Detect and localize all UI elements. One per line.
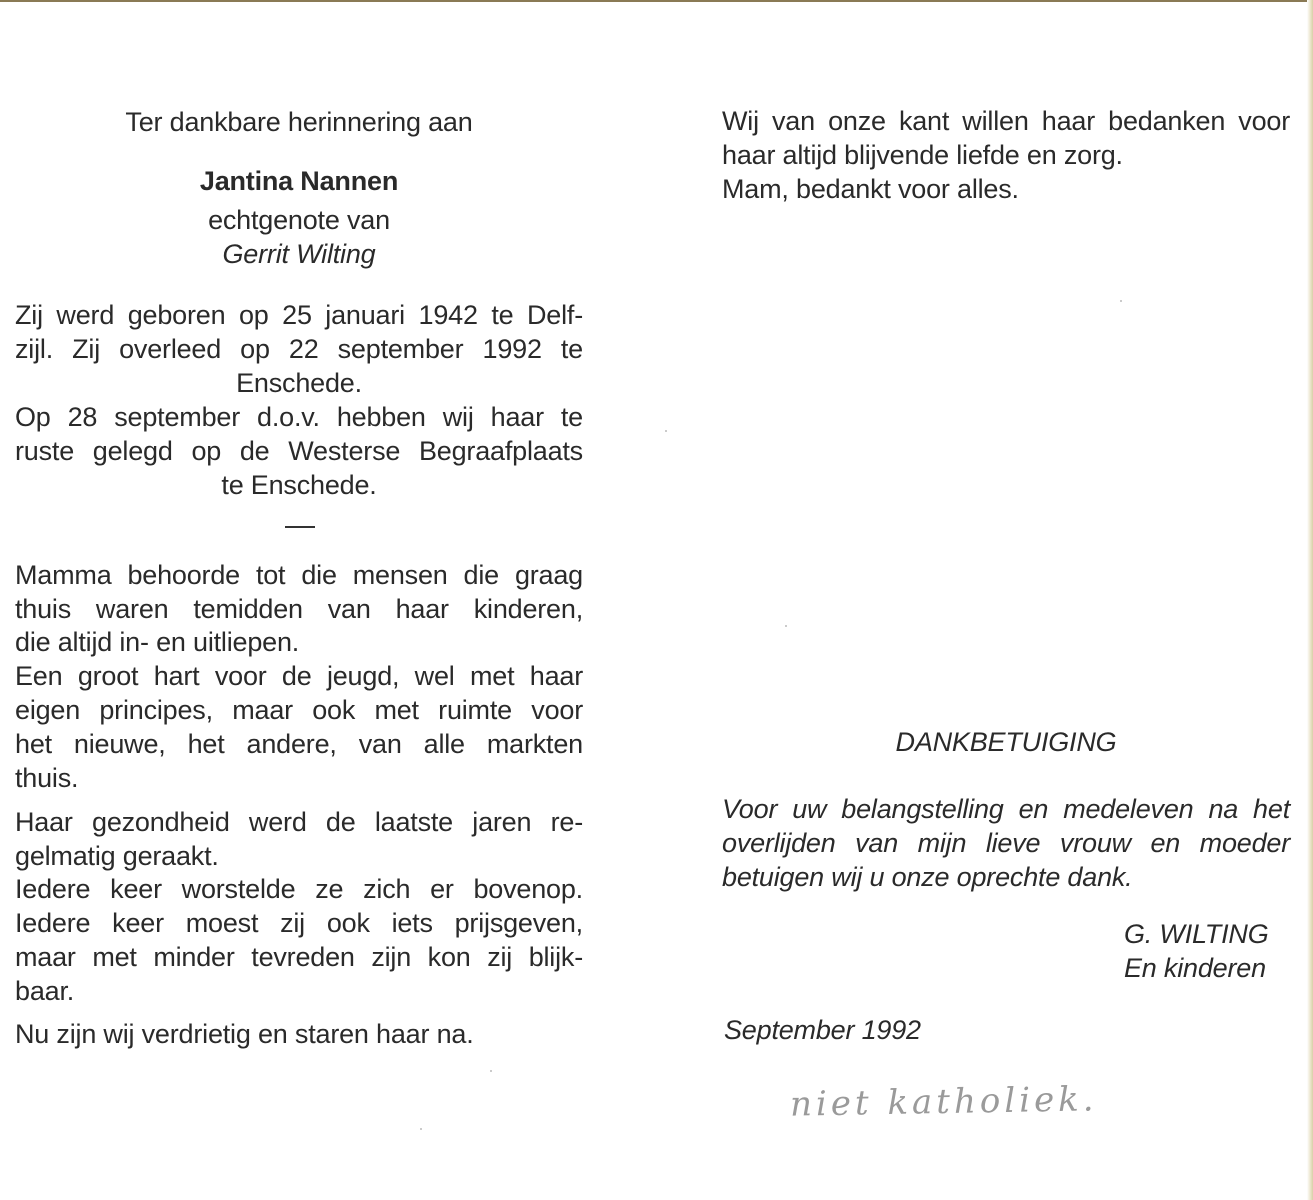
- text-line: Zij werd geboren op 25 januari 1942 te Delf-: [15, 300, 583, 330]
- text-line: maar met minder tevreden zijn kon zij blijk-: [15, 942, 583, 972]
- text-line: betuigen wij u onze oprechte dank.: [722, 862, 1133, 892]
- text-line: Op 28 september d.o.v. hebben wij haar te: [15, 402, 583, 432]
- separator-dash: [285, 526, 315, 528]
- text-line: ruste gelegd op de Westerse Begraafplaats: [15, 436, 583, 466]
- text-line: zijl. Zij overleed op 22 september 1992 te: [15, 334, 583, 364]
- text-line: Mam, bedankt voor alles.: [722, 174, 1019, 204]
- text-line: thuis.: [15, 763, 79, 793]
- signature-name: G. WILTING: [1124, 919, 1269, 949]
- text-line: Haar gezondheid werd de laatste jaren re-: [15, 807, 583, 837]
- deceased-name: Jantina Nannen: [199, 166, 399, 196]
- closing-line: Nu zijn wij verdrietig en staren haar na.: [15, 1019, 474, 1049]
- signature-family: En kinderen: [1124, 953, 1266, 983]
- text-line: Iedere keer moest zij ook iets prijsgeven,: [15, 908, 583, 938]
- handwritten-note: niet katholiek.: [789, 1079, 1098, 1125]
- paper-speck: [785, 625, 787, 627]
- text-line: haar altijd blijvende liefde en zorg.: [722, 140, 1123, 170]
- text-line: Een groot hart voor de jeugd, wel met haar: [15, 661, 583, 691]
- text-line: Mamma behoorde tot die mensen die graag: [15, 560, 583, 590]
- text-line: te Enschede.: [221, 470, 377, 500]
- acknowledgement-heading: DANKBETUIGING: [895, 727, 1117, 757]
- date-line: September 1992: [724, 1015, 921, 1045]
- paper-speck: [420, 1128, 422, 1130]
- text-line: Iedere keer worstelde ze zich er bovenop.: [15, 874, 583, 904]
- spouse-label: echtgenote van: [208, 205, 390, 235]
- paper-speck: [490, 1070, 492, 1072]
- text-line: gelmatig geraakt.: [15, 841, 219, 871]
- top-edge-rule: [0, 0, 1313, 2]
- card-edge-shadow: [1307, 0, 1313, 1200]
- text-line: thuis waren temidden van haar kinderen,: [15, 594, 583, 624]
- intro-line: Ter dankbare herinnering aan: [125, 107, 473, 137]
- text-line: die altijd in- en uitliepen.: [15, 627, 300, 657]
- paper-speck: [1120, 300, 1122, 302]
- text-line: baar.: [15, 976, 75, 1006]
- paper-speck: [665, 430, 667, 432]
- text-line: het nieuwe, het andere, van alle markten: [15, 729, 583, 759]
- text-line: overlijden van mijn lieve vrouw en moeder: [722, 828, 1290, 858]
- text-line: eigen principes, maar ook met ruimte voor: [15, 695, 583, 725]
- text-line: Enschede.: [236, 368, 362, 398]
- text-line: Wij van onze kant willen haar bedanken voor: [722, 106, 1290, 136]
- text-line: Voor uw belangstelling en medeleven na het: [722, 794, 1290, 824]
- spouse-name: Gerrit Wilting: [222, 239, 376, 269]
